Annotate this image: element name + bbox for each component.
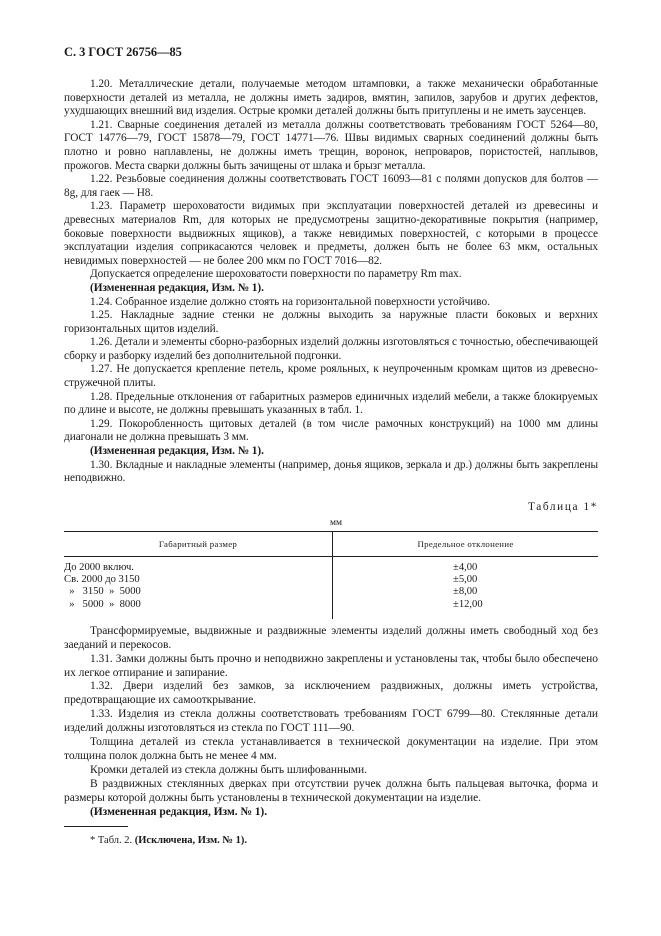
- footnote-bold: (Исключена, Изм. № 1).: [134, 834, 247, 846]
- paragraph-roughness-note: Допускается определение шероховатости поверхности по параметру Rm max.: [90, 268, 462, 281]
- document-page: [64, 44, 598, 847]
- amendment-note: (Измененная редакция, Изм. № 1).: [90, 445, 264, 458]
- top-text: [64, 78, 598, 486]
- column-header-size: Габаритный размер: [64, 531, 333, 556]
- paragraph-1-29: 1.29. Покоробленность щитовых деталей (в том числе рамочных конструкций) на 1000 мм длины диагонали не должна превышать 3 мм.: [64, 417, 598, 444]
- paragraph-1-30: 1.30. Вкладные и накладные элементы (например, донья ящиков, зеркала и др.) должны быть закреплены неподвижно.: [64, 458, 598, 485]
- paragraph-1-24: 1.24. Собранное изделие должно стоять на горизонтальной поверхности устойчиво.: [90, 295, 490, 308]
- bottom-text: [64, 625, 598, 820]
- deviation-cell: [333, 557, 599, 619]
- amendment-note: (Измененная редакция, Изм. № 1).: [90, 805, 268, 818]
- paragraph-sliding-doors: В раздвижных стеклянных дверках при отсутствии ручек должна быть пальцевая выточка, форма и размеры которой должны быть установлены в технической документации на изделие.: [64, 777, 598, 804]
- deviation-value: ±8,00: [453, 586, 478, 598]
- size-value: Св. 2000 до 3150: [64, 574, 140, 586]
- footnote-prefix: * Табл. 2.: [90, 834, 135, 846]
- paragraph-glass-thickness: Толщина деталей из стекла устанавливается в технической документации на изделие. При этом толщина полок должна быть не менее 4 мм.: [64, 736, 598, 762]
- tolerance-table: [64, 531, 598, 619]
- paragraph-1-21: 1.21. Сварные соединения деталей из металла должны соответствовать требованиям ГОСТ 5264—80, ГОСТ 14776—79, ГОСТ 15878—79, ГОСТ 14771—76. Швы видимых сварных соединений должны быть плотно и ровно наплавлены, не должны иметь трещин, воронок, непроваров, пористостей, наплывов, прожогов. Места сварки должны быть зачищены от шлака и брызг металла.: [64, 118, 598, 172]
- column-header-deviation: Предельное отклонение: [333, 531, 599, 556]
- table-row: [64, 557, 598, 619]
- footnote-divider: [64, 826, 128, 827]
- paragraph-1-32: 1.32. Двери изделий без замков, за исключением раздвижных, должны иметь устройства, предотвращающие их самооткрывание.: [64, 680, 598, 707]
- table-caption: Таблица 1*: [528, 500, 598, 513]
- deviation-value: ±4,00: [453, 562, 478, 574]
- size-value: » 3150 » 5000: [64, 586, 141, 598]
- table-unit: мм: [329, 517, 343, 528]
- size-cell: [64, 557, 333, 619]
- paragraph-1-20: 1.20. Металлические детали, получаемые методом штамповки, а также механически обработанные поверхности деталей из металла, не должны иметь задиров, вмятин, запилов, зарубов и других дефектов, ухудшающих внешний вид изделия. Острые кромки деталей должны быть притуплены и не иметь заусенцев.: [64, 78, 598, 118]
- deviation-value: ±12,00: [453, 598, 483, 610]
- paragraph-1-22: 1.22. Резьбовые соединения должны соответствовать ГОСТ 16093—81 с полями допусков для болтов — 8g, для гаек — H8.: [64, 173, 598, 199]
- footnote: [64, 834, 598, 847]
- paragraph-1-27: 1.27. Не допускается крепление петель, кроме рояльных, к неупроченным кромкам щитов из древесно-стружечной плиты.: [64, 363, 598, 390]
- table-header-row: [64, 531, 598, 556]
- paragraph-1-26: 1.26. Детали и элементы сборно-разборных изделий должны изготовляться с точностью, обеспечивающей сборку и разборку изделий без дополнительной подгонки.: [64, 336, 598, 362]
- paragraph-glass-edges: Кромки деталей из стекла должны быть шлифованными.: [90, 763, 367, 776]
- size-value: » 5000 » 8000: [64, 598, 141, 610]
- paragraph-transformable: Трансформируемые, выдвижные и раздвижные элементы изделий должны иметь свободный ход без заеданий и перекосов.: [64, 624, 598, 651]
- paragraph-1-25: 1.25. Накладные задние стенки не должны выходить за наружные пласти боковых и верхних горизонтальных щитов изделий.: [64, 309, 598, 335]
- page-header: С. 3 ГОСТ 26756—85: [64, 45, 182, 59]
- size-value: До 2000 включ.: [64, 562, 134, 574]
- paragraph-1-31: 1.31. Замки должны быть прочно и неподвижно закреплены и установлены так, чтобы было обеспечено их легкое отпирание и запирание.: [64, 652, 598, 679]
- deviation-value: ±5,00: [453, 574, 478, 586]
- paragraph-1-28: 1.28. Предельные отклонения от габаритных размеров единичных изделий мебели, а также блокируемых по длине и высоте, не должны превышать указанных в табл. 1.: [64, 390, 598, 417]
- amendment-note: (Измененная редакция, Изм. № 1).: [90, 281, 264, 294]
- paragraph-1-23: 1.23. Параметр шероховатости видимых при эксплуатации поверхностей деталей из древесины и древесных материалов Rm, для которых не предусмотрены защитно-декоративные покрытия (например, боковые поверхности выдвижных ящиков), а также невидимых поверхностей, с которыми в процессе эксплуатации изделия соприкасаются человек и предметы, должен быть не более 63 мкм, остальных невидимых поверхностей — не более 200 мкм по ГОСТ 7016—82.: [64, 200, 598, 267]
- paragraph-1-33: 1.33. Изделия из стекла должны соответствовать требованиям ГОСТ 6799—80. Стеклянные детали изделий должны изготовляться из стекла по ГОСТ 111—90.: [64, 708, 598, 735]
